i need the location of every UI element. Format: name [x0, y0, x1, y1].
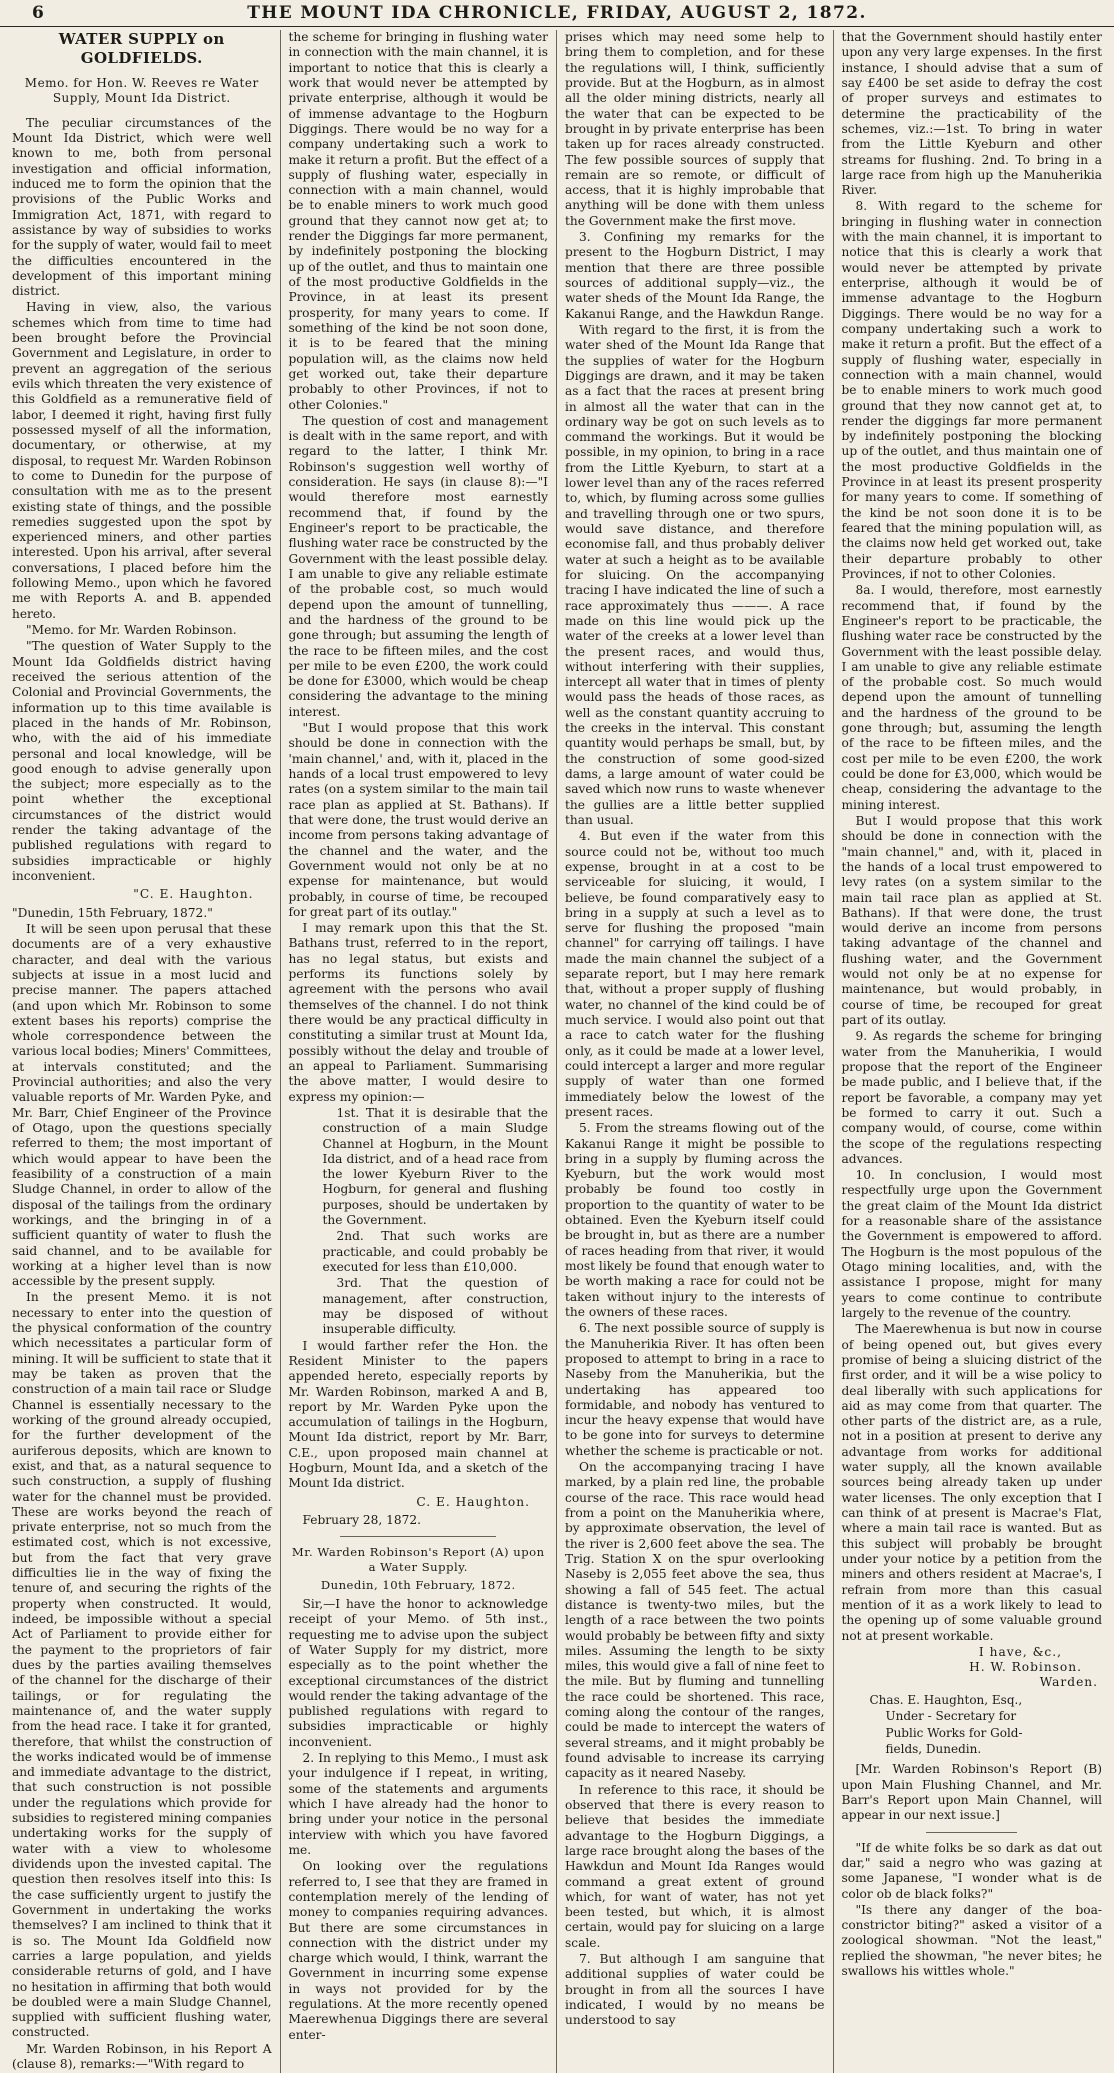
paragraph: the scheme for bringing in flushing water in connection with the main channel, it is important to notice that this is clearly a work that would never be attempted by private enterprise, although it would be of immense advantage to the Hogburn Diggings. There would be no way for a company undertaking such a work to make it return a profit. But the effect of a supply of flushing water, especially in connection with a main channel, would be to enable miners to work much good ground that they cannot now get at; to render the Diggings far more permanent, by indefinitely postponing the blocking up of the outlet, and thus to maintain one of the most productive Goldfields in the Province, in at least its present prosperity, for many years to come. If something of the kind be not soon done, it is to be feared that the mining population will, as the claims now held get worked out, take their departure probably to other Provinces, if not to other Colonies." [288, 30, 548, 412]
paragraph: It will be seen upon perusal that these documents are of a very exhaustive character, and deal with the various subjects at issue in a most lucid and precise manner. The papers attached (and upon which Mr. Robinson to some extent bases his reports) comprise the whole correspondence between the various local bodies; Miners' Committees, at intervals constituted; and the Provincial authorities; and also the very valuable reports of Mr. Warden Pyke, and Mr. Barr, Chief Engineer of the Province of Otago, upon the questions specially referred to them; the most important of which would appear to have been the feasibility of a construction of a main Sludge Channel, in order to allow of the disposal of the tailings from the ordinary workings, and the bringing in of a sufficient quantity of water to flush the said channel, and to be available for working at a higher level than is now accessible by the present supply. [12, 921, 272, 1289]
paragraph: In the present Memo. it is not necessary to enter into the question of the physical conformation of the country which necessitates a particular form of mining. It will be sufficient to state that it may be taken as proven that the construction of a main tail race or Sludge Channel is essentially necessary to the working of the ground already occupied, for the further development of the auriferous deposits, which are known to exist, and that, as a natural sequence to such construction, a supply of flushing water for the channel must be provided. These are works beyond the reach of private enterprise, not so much from the estimated cost, which is not excessive, but from the fact that very grave difficulties lie in the way of fixing the tenure of, and securing the rights of the property when constructed. It would, indeed, be impossible without a special Act of Parliament to provide either for the payment to the proprietors of fair dues by the parties availing themselves of the channel for the discharge of their tailings, or for regulating the maintenance of, and the water supply from the head race. I take it for granted, therefore, that whilst the construction of the works indicated would be of immense and immediate advantage to the district, that such construction is not possible under the regulations which provide for subsidies to registered mining companies undertaking works for the supply of water with a view to wholesome dividends upon the invested capital. The question then resolves itself into this: Is the case sufficiently urgent to justify the Government in undertaking the works themselves? I am inclined to think that it is so. The Mount Ida Goldfield now carries a large population, and yields considerable returns of gold, and I have no hesitation in affirming that both would be doubled were a main Sludge Channel, supplied with sufficient flushing water, constructed. [12, 1290, 272, 2040]
address-line: Public Works for Gold- [885, 1725, 1023, 1740]
paragraph: 8. With regard to the scheme for bringing in flushing water in connection with the main channel, it is important to notice that this is clearly a work that would never be attempted by private enterprise, although it would be of immense advantage to the Hogburn Diggings. There would be no way for a company undertaking such a work to make it return a profit. But the effect of a supply of flushing water, especially in connection with a main channel, would be to enable miners to work much good ground that they now cannot get at, to render the diggings far more permanent by indefinitely postponing the blocking up of the outlet, and thus maintain one of the most productive Goldfields in the Province in at least its present prosperity for many years to come. If something of the kind be not soon done it is to be feared that the mining population will, as the claims now held get worked out, take their departure probably to other Provinces, if not to other Colonies. [841, 199, 1102, 581]
paragraph: But I would propose that this work should be done in connection with the "main channel," and, with it, placed in the hands of a local trust empowered to levy rates (on a system similar to the main tail race plan as applied at St. Bathans). If that were done, the trust would derive an income from persons taking advantage of the channel and flushing water, and the Government would not only be at no expense for maintenance, but would probably, in course of time, be recouped for great part of its outlay. [841, 813, 1102, 1027]
list-item: 1st. That it is desirable that the construction of a main Sludge Channel at Hogburn, in the Mount Ida district, and of a head race from the lower Kyeburn River to the Hogburn, for general and flushing purposes, should be undertaken by the Government. [322, 1105, 548, 1228]
closing-salutation: I have, &c., [978, 1644, 1062, 1659]
dateline: "Dunedin, 15th February, 1872." [12, 905, 213, 920]
article-columns [4, 30, 1110, 2072]
paragraph: Mr. Warden Robinson, in his Report A (clause 8), remarks:—"With regard to [12, 2041, 272, 2072]
report-dateline: Dunedin, 10th February, 1872. [320, 1578, 516, 1593]
paragraph: that the Government should hastily enter upon any very large expenses. In the first instance, I should advise that a sum of say £400 be set aside to defray the cost of proper surveys and estimates to determine the practicability of the schemes, viz.:—1st. To bring in water from the Little Kyeburn and other streams for flushing. 2nd. To bring in a large race from high up the Manuherikia River. [841, 30, 1102, 198]
report-heading: Mr. Warden Robinson's Report (A) upon a Water Supply. [291, 1545, 545, 1574]
paragraph: "The question of Water Supply to the Mount Ida Goldfields district having received the serious attention of the Colonial and Provincial Governments, the information up to this time available is placed in the hands of Mr. Robinson, who, with the aid of his immediate personal and local knowledge, will be good enough to advise generally upon the subject; more especially as to the point whether the exceptional circumstances of the district would render the taking advantage of the published regulations with regard to subsidies impracticable or highly inconvenient. [12, 639, 272, 884]
paragraph: On the accompanying tracing I have marked, by a plain red line, the probable course of the race. This race would head from a point on the Manuherikia where, by approximate observation, the level of the river is 2,600 feet above the sea. The Trig. Station X on the spur overlooking Naseby is 2,055 feet above the sea, thus showing a fall of 545 feet. The actual distance is twenty-two miles, but the length of a race between the two points would probably be between fifty and sixty miles. Assuming the length to be sixty miles, this would give a fall of nine feet to the mile. But by fluming and tunnelling the race could be shortened. This race, coming along the contour of the ranges, could be made to intercept the waters of several streams, and it might probably be found advisable to increase its carrying capacity as it neared Naseby. [565, 1460, 825, 1781]
memo-heading: Memo. for Hon. W. Reeves re Water Supply, Mount Ida District. [24, 75, 259, 105]
list-item: 3rd. That the question of management, after construction, may be disposed of without insuperable difficulty. [322, 1276, 548, 1337]
paragraph: 6. The next possible source of supply is the Manuherikia River. It has often been proposed to attempt to bring in a race to Naseby from the Manuherikia, but the undertaking has appeared too formidable, and nobody has ventured to incur the heavy expense that would have to be gone into for surveys to determine whether the scheme is practicable or not. [565, 1321, 825, 1458]
column-1 [4, 30, 281, 2073]
anecdote: "Is there any danger of the boa-constrictor biting?" asked a visitor of a zoological showman. "Not the least," replied the showman, "he never bites; he swallows his wittles whole." [841, 1902, 1102, 1979]
paragraph: 7. But although I am sanguine that additional supplies of water could be brought in from all the sources I have indicated, I would by no means be understood to say [565, 1952, 825, 2028]
paragraph: In reference to this race, it should be observed that there is every reason to believe that besides the immediate advantage to the Hogburn Diggings, a large race brought along the bases of the Hawkdun and Mount Ida Ranges would command a great extent of ground which, for want of water, has not yet been tested, but which, it is almost certain, would pay for sluicing on a large scale. [565, 1782, 825, 1950]
paragraph: With regard to the first, it is from the water shed of the Mount Ida Range that the supplies of water for the Hogburn Diggings are drawn, and it may be taken as a fact that the races at present bring in almost all the water that can in the ordinary way be got on such levels as to command the workings. But it would be possible, in my opinion, to bring in a race from the Little Kyeburn, to start at a lower level than any of the races referred to, which, by fluming across some gullies and travelling through one or two spurs, would save distance, and therefore economise fall, and thus probably deliver water at such a height as to be available for sluicing. On the accompanying tracing I have indicated the line of such a race approximately thus ———. A race made on this line would pick up the water of the creeks at a lower level than the present races, and would thus, without interfering with their supplies, intercept all water that in times of plenty would pass the heads of those races, as well as the constant quantity accruing to the creeks in the interval. This constant quantity would perhaps be small, but, by the construction of some good-sized dams, a large amount of water could be saved which now runs to waste whenever the gullies are a little better supplied than usual. [565, 322, 825, 827]
paragraph: I would farther refer the Hon. the Resident Minister to the papers appended hereto, especially reports by Mr. Warden Robinson, marked A and B, report by Mr. Warden Pyke upon the accumulation of tailings in the Hogburn, Mount Ida district, report by Mr. Barr, C.E., upon proposed main channel at Hogburn, Mount Ida, and a sketch of the Mount Ida district. [288, 1338, 548, 1491]
paragraph: The question of cost and management is dealt with in the same report, and with regard to the latter, I think Mr. Robinson's suggestion well worthy of consideration. He says (in clause 8):—"I would therefore most earnestly recommend that, if found by the Engineer's report to be practicable, the flushing water race be constructed by the Government with the least possible delay. I am unable to give any reliable estimate of the probable cost, so much would depend upon the amount of tunnelling, and the hardness of the ground to be gone through; but assuming the length of the race to be fifteen miles, and the cost per mile to be even £200, the work could be done for £3000, which would be cheap considering the advantage to the mining interest. [288, 413, 548, 719]
divider [926, 1832, 1017, 1833]
page-number: 6 [32, 3, 44, 23]
address-line: Under - Secretary for [885, 1709, 1017, 1724]
paragraph: On looking over the regulations referred to, I see that they are framed in contemplation merely of the lending of money to companies requiring advances. But there are some circumstances in connection with the district under my charge which would, I think, warrant the Government in incurring some expense in ways not provided for by the regulations. At the more recently opened Maerewhenua Diggings there are several enter- [288, 1859, 548, 2042]
anecdote: "If de white folks be so dark as dat out dar," said a negro who was gazing at some Japanese, "I wonder what is de color ob de black folks?" [841, 1840, 1102, 1901]
signature: C. E. Haughton. [416, 1494, 530, 1509]
editor-note: [Mr. Warden Robinson's Report (B) upon Main Flushing Channel, and Mr. Barr's Report upon Main Channel, will appear in our next issue.] [841, 1762, 1102, 1823]
masthead [0, 0, 1114, 27]
closing-title: Warden. [1039, 1675, 1098, 1690]
paragraph: Having in view, also, the various schemes which from time to time had been brought before the Provincial Government and Legislature, in order to prevent an aggregation of the serious evils which threaten the very existence of this Goldfield as a remunerative field of labor, I deemed it right, having first fully possessed myself of all the information, documentary, or otherwise, at my disposal, to request Mr. Warden Robinson to come to Dunedin for the purpose of consultation with me as to the present existing state of things, and the possible remedies suggested upon the spot by experienced miners, and other parties interested. Upon his arrival, after several conversations, I placed before him the following Memo., upon which he favored me with Reports A. and B. appended hereto. [12, 300, 272, 621]
paragraph: 8a. I would, therefore, most earnestly recommend that, if found by the Engineer's report to be practicable, the flushing water race be constructed by the Government with the least possible delay. I am unable to give any reliable estimate of the probable cost. So much would depend upon the amount of tunnelling and the hardness of the ground to be gone through; but, assuming the length of the race to be fifteen miles, and the cost per mile to be even £200, the work could be done for £3,000, which would be cheap, considering the advantage to the mining interest. [841, 583, 1102, 812]
column-2 [281, 30, 558, 2073]
paragraph: 9. As regards the scheme for bringing water from the Manuherikia, I would propose that the report of the Engineer be made public, and I believe that, if the report be favorable, a company may yet be formed to carry it out. Such a company would, of course, come within the scope of the regulations respecting advances. [841, 1029, 1102, 1166]
paragraph: I may remark upon this that the St. Bathans trust, referred to in the report, has no legal status, but exists and performs its functions solely by agreement with the persons who avail themselves of the channel. I do not think there would be any practical difficulty in constituting a similar trust at Mount Ida, possibly without the delay and trouble of an appeal to Parliament. Summarising the above matter, I would desire to express my opinion:— [288, 921, 548, 1104]
address-line: Chas. E. Haughton, Esq., [869, 1692, 1023, 1707]
list-item: 2nd. That such works are practicable, and could probably be executed for less than £10,000. [322, 1229, 548, 1274]
paragraph: 4. But even if the water from this source could not be, without too much expense, brought in at a cost to be serviceable for sluicing, it would, I believe, be found comparatively easy to bring in a supply at such a level as to serve for flushing the proposed "main channel" for carrying off tailings. I have made the main channel the subject of a separate report, but I may here remark that, without a proper supply of flushing water, no channel of the kind could be of much service. I would also point out that a race to catch water for the flushing only, as it could be made at a lower level, could intercept a larger and more regular supply of water than one formed immediately below the lowest of the present races. [565, 829, 825, 1119]
paragraph: 3. Confining my remarks for the present to the Hogburn District, I may mention that there are three possible sources of additional supply—viz., the water sheds of the Mount Ida Range, the Kakanui Range, and the Hawkdun Range. [565, 230, 825, 321]
paragraph: 5. From the streams flowing out of the Kakanui Range it might be possible to bring in a supply by fluming across the Kyeburn, but the work would most probably be found too costly in proportion to the quantity of water to be obtained. Even the Kyeburn itself could be brought in, but as there are a number of races heading from that river, it would most likely be found that enough water to be worth making a race for could not be taken without injury to the interests of the owners of these races. [565, 1121, 825, 1319]
signature: "C. E. Haughton. [133, 887, 254, 902]
paragraph: prises which may need some help to bring them to completion, and for these the regulations will, I think, sufficiently provide. But at the Hogburn, as in almost all the older mining districts, nearly all the water that can be expected to be brought in by private enterprise has been taken up for races already constructed. The few possible sources of supply that remain are so remote, or difficult of access, that it is highly improbable that anything will be done with them unless the Government make the first move. [565, 30, 825, 228]
paragraph: The peculiar circumstances of the Mount Ida District, which were well known to me, both from personal investigation and official information, induced me to form the opinion that the provisions of the Public Works and Immigration Act, 1871, with regard to assistance by way of subsidies to works for the supply of water, would fail to meet the difficulties encountered in the development of this important mining district. [12, 115, 272, 299]
address-line: fields, Dunedin. [885, 1741, 982, 1756]
paragraph: "But I would propose that this work should be done in connection with the 'main channel,' and, with it, placed in the hands of a local trust empowered to levy rates (on a system similar to the main tail race plan as applied at St. Bathans). If that were done, the trust would derive an income from persons taking advantage of the channel and the water, and the Government would not only be at no expense for maintenance, but would probably, in course of time, be recouped for great part of its outlay." [288, 721, 548, 919]
column-4 [834, 30, 1111, 2073]
closing-signature: H. W. Robinson. [969, 1660, 1082, 1675]
paragraph: 10. In conclusion, I would most respectfully urge upon the Government the great claim of the Mount Ida district for a reasonable share of the assistance the Government is empowered to afford. The Hogburn is the most populous of the Otago mining localities, and, with the assistance I propose, might for many years to come continue to contribute largely to the revenue of the country. [841, 1168, 1102, 1320]
paragraph: Sir,—I have the honor to acknowledge receipt of your Memo. of 5th inst., requesting me to advise upon the subject of Water Supply for my district, more especially as to the point whether the exceptional circumstances of the district would render the taking advantage of the published regulations with regard to subsidies impracticable or highly inconvenient. [288, 1596, 548, 1749]
running-head: THE MOUNT IDA CHRONICLE, FRIDAY, AUGUST 2, 1872. [247, 3, 867, 23]
dateline: February 28, 1872. [302, 1513, 421, 1527]
divider [340, 1536, 496, 1537]
article-title: WATER SUPPLY on GOLDFIELDS. [58, 30, 225, 67]
paragraph: 2. In replying to this Memo., I must ask your indulgence if I repeat, in writing, some of the statements and arguments which I have already had the honor to bring under your notice in the personal interview with which you have favored me. [288, 1751, 548, 1857]
paragraph: The Maerewhenua is but now in course of being opened out, but gives every promise of being a sluicing district of the first order, and it will be a wise policy to deal liberally with such applications for aid as may come from that quarter. The other parts of the district are, as a rule, not in a position at present to derive any advantage from works for additional water supply, all the known available sources being already taken up under water licenses. The only exception that I can think of at present is Macrae's Flat, where a main tail race is wanted. But as this subject will probably be brought under your notice by a petition from the miners and others resident at Macrae's, I refrain from more than this casual mention of it as a work likely to lead to the opening up of some valuable ground not at present workable. [841, 1322, 1102, 1643]
memo-subhead: "Memo. for Mr. Warden Robinson. [26, 623, 237, 638]
column-3 [557, 30, 834, 2073]
